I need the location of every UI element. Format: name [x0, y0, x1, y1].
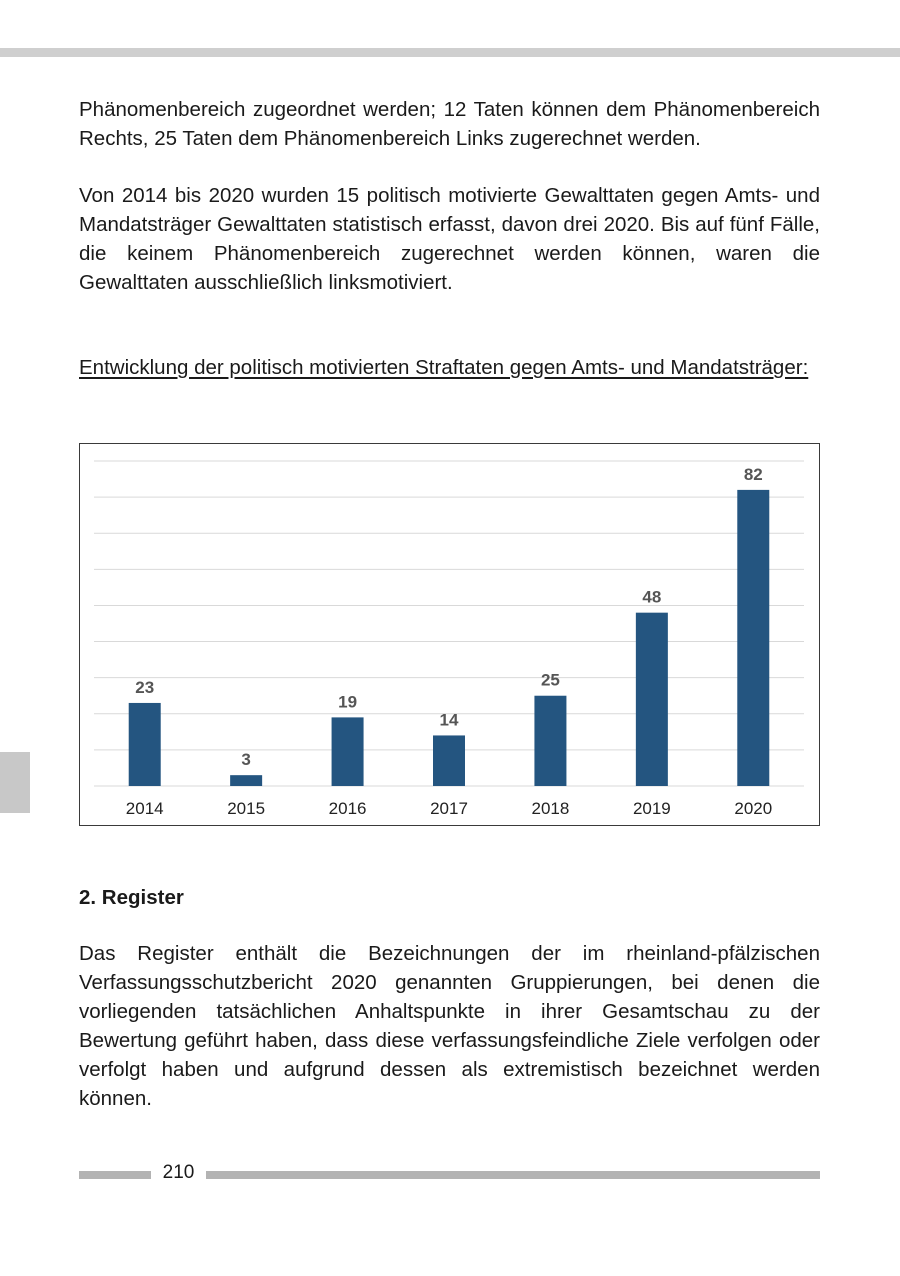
chart-x-tick-label: 2015: [227, 799, 266, 818]
paragraph-register: Das Register enthält die Bezeichnungen der im rheinland-pfälzischen Verfassungsschutzbericht 2020 genannten Gruppierungen, bei denen die vorliegenden tatsächlichen Anhaltspunkte in ihrer Gesamtschau zu der Bewertung geführt haben, dass diese verfassungsfeindliche Ziele verfolgen oder verfolgt haben und aufgrund dessen als extremistisch bezeichnet werden können.: [79, 942, 820, 1110]
chart-bar: [129, 703, 161, 786]
chart-data-label: 23: [135, 677, 155, 697]
chart-bar: [636, 613, 668, 786]
chart-x-tick-label: 2020: [734, 799, 773, 818]
paragraph-gewalttaten: Von 2014 bis 2020 wurden 15 politisch motivierte Gewalttaten gegen Amts- und Mandatsträger Gewalttaten statistisch erfasst, davon drei 2020. Bis auf fünf Fälle, die keinem Phänomenbereich zugerechnet werden können, waren die Gewalttaten ausschließlich linksmotiviert.: [79, 184, 820, 294]
chart-bar: [534, 696, 566, 786]
bar-chart-svg: [80, 444, 819, 825]
chart-x-tick-label: 2017: [430, 799, 468, 818]
paragraph-phaenomenbereich: Phänomenbereich zugeordnet werden; 12 Taten können dem Phänomenbereich Rechts, 25 Taten dem Phänomenbereich Links zugerechnet werden.: [79, 98, 820, 150]
footer-bar-left: [79, 1171, 151, 1179]
chart-x-tick-label: 2014: [125, 799, 164, 818]
bar-chart: [79, 443, 820, 826]
side-thumb-tab: [0, 752, 30, 813]
page-number: 210: [162, 1162, 195, 1183]
footer-bar-right: [206, 1171, 820, 1179]
chart-caption: Entwicklung der politisch motivierten Straftaten gegen Amts- und Mandatsträger:: [79, 356, 809, 379]
chart-data-label: 25: [540, 670, 560, 690]
chart-x-tick-label: 2018: [531, 799, 570, 818]
chart-data-label: 19: [338, 692, 358, 712]
top-decorative-bar: [0, 48, 900, 57]
section-heading-register: 2. Register: [79, 886, 184, 909]
chart-x-tick-label: 2019: [632, 799, 671, 818]
chart-bar: [230, 775, 262, 786]
chart-data-label: 82: [743, 464, 763, 484]
chart-x-tick-label: 2016: [328, 799, 367, 818]
chart-bar: [737, 490, 769, 786]
chart-bar: [433, 735, 465, 786]
chart-data-label: 48: [642, 587, 662, 607]
chart-bar: [332, 717, 364, 786]
chart-data-label: 14: [439, 710, 459, 730]
chart-data-label: 3: [241, 750, 251, 770]
